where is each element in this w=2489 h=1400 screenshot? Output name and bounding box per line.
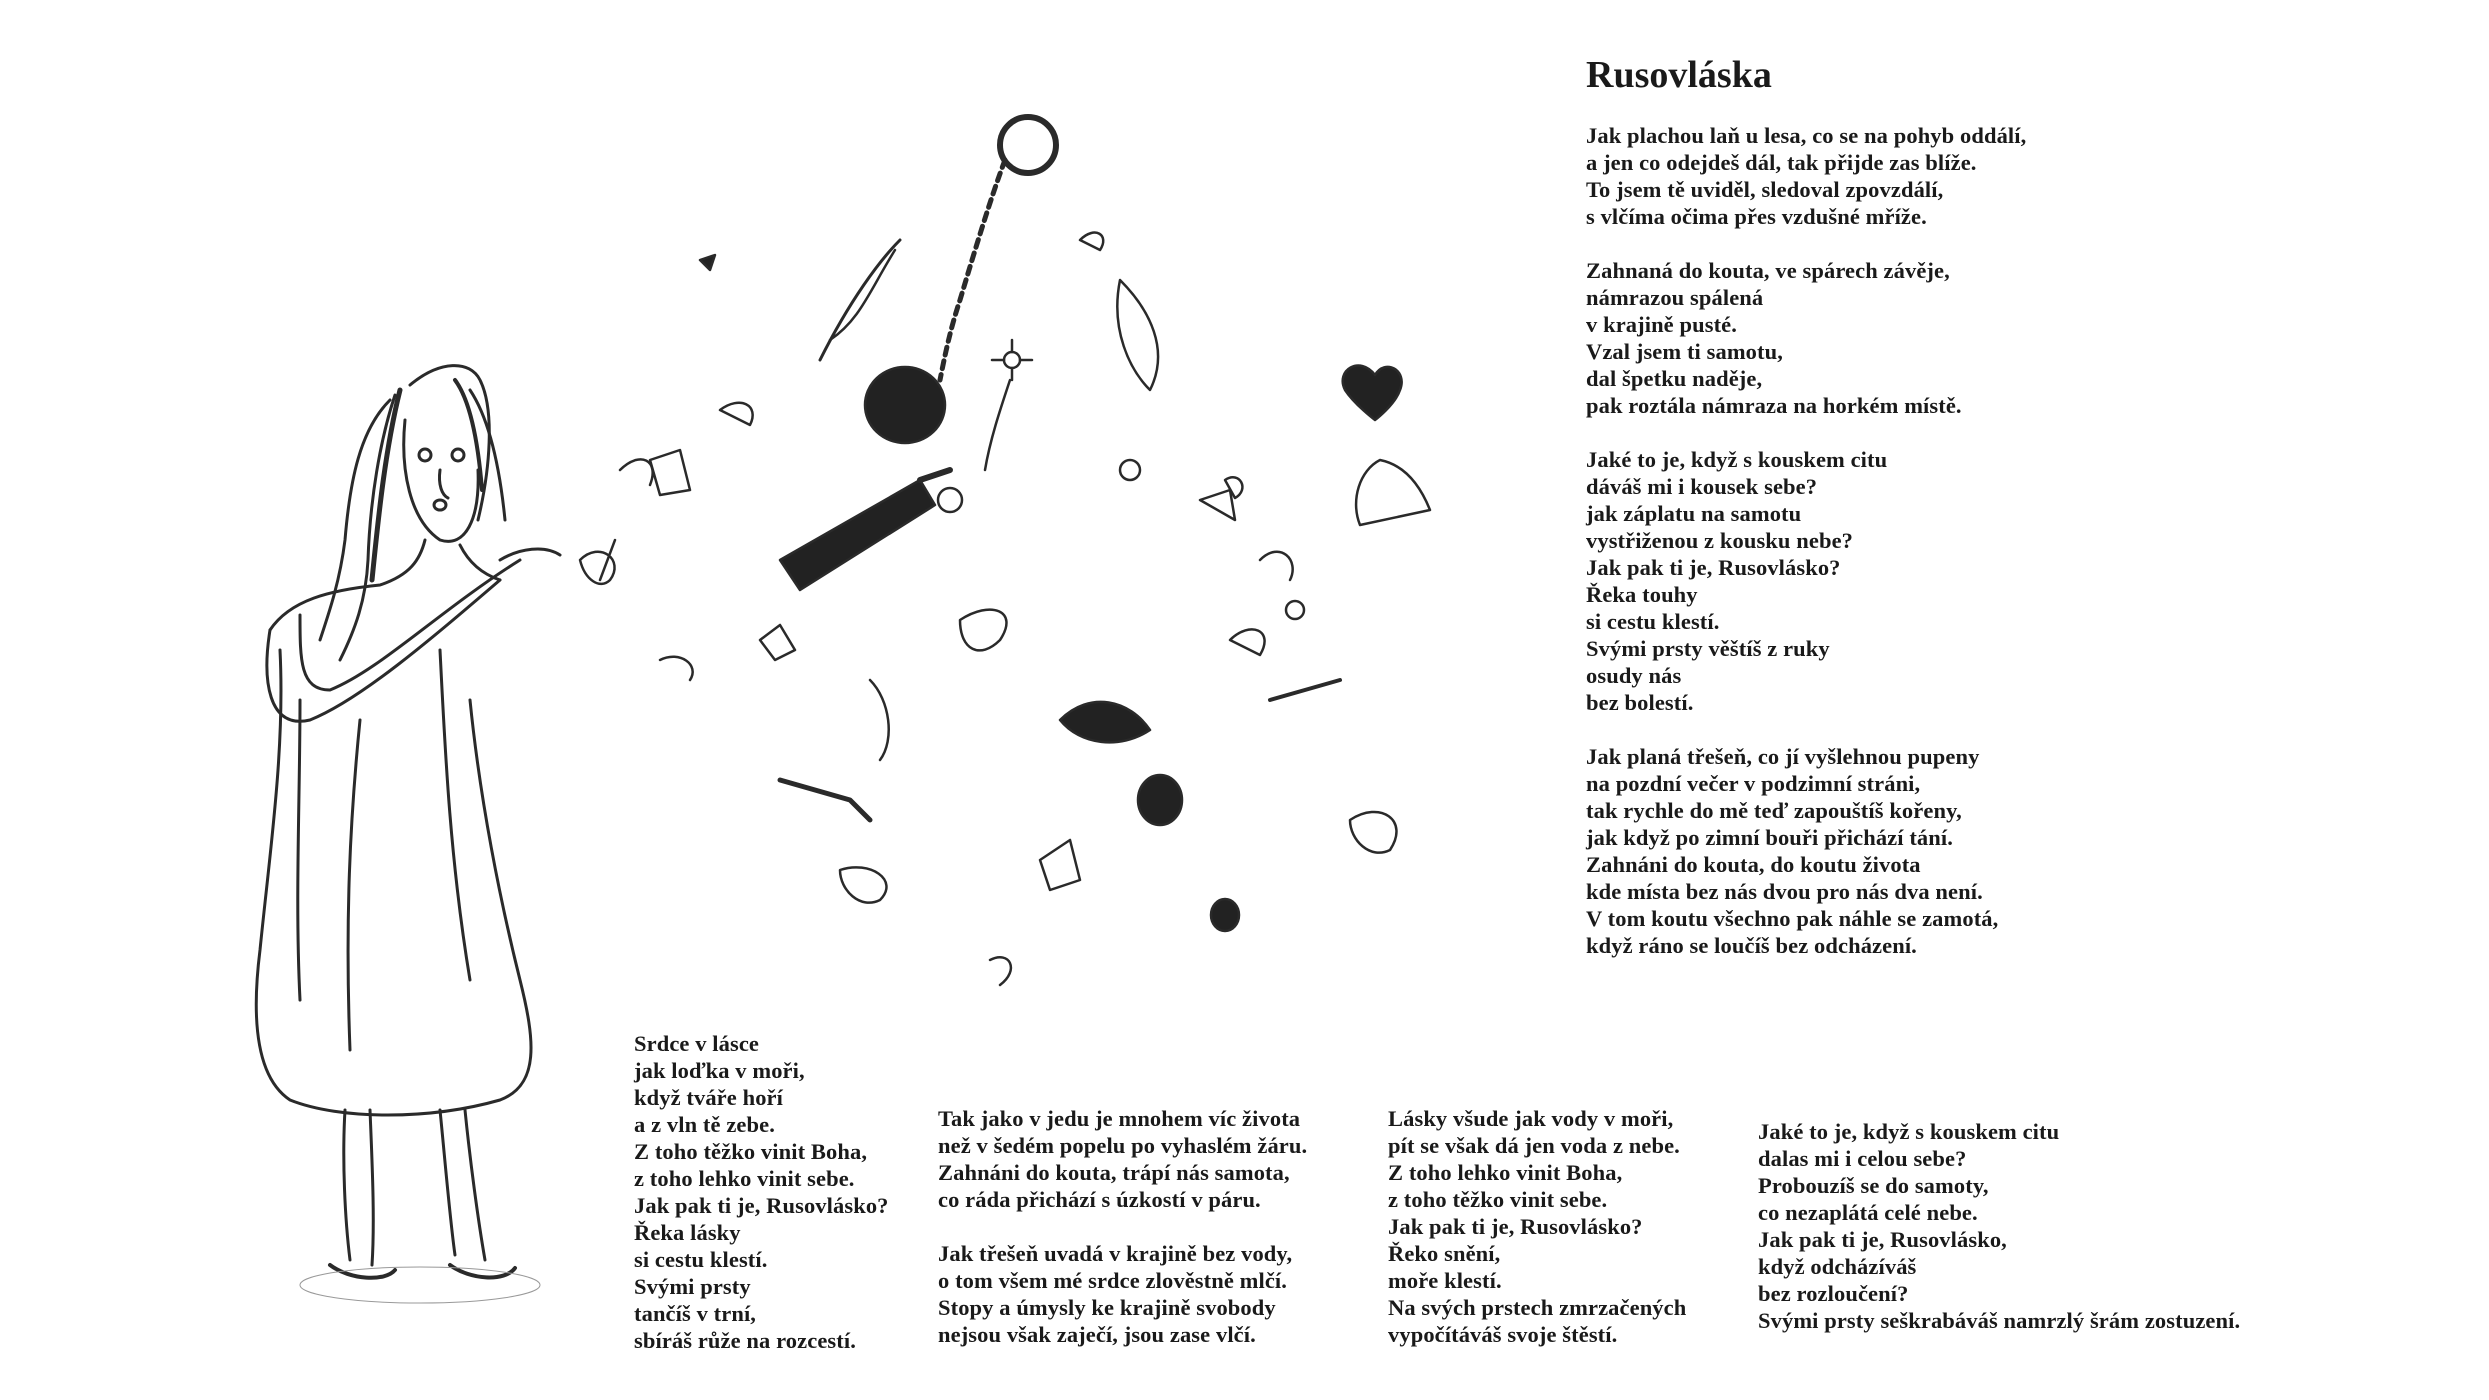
poem-line: na pozdní večer v podzimní stráni,	[1586, 771, 1921, 796]
poem-line: Jak planá třešeň, co jí vyšlehnou pupeny	[1586, 744, 1980, 769]
poem-line: jak loďka v moři,	[634, 1058, 805, 1083]
poem-line: tak rychle do mě teď zapouštíš kořeny,	[1586, 798, 1962, 823]
poem-line: kde místa bez nás dvou pro nás dva není.	[1586, 879, 1983, 904]
poem-line: Svými prsty	[634, 1274, 751, 1299]
poem-line: bez rozloučení?	[1758, 1281, 1909, 1306]
poem-line: tančíš v trní,	[634, 1301, 757, 1326]
poem-line: Srdce v lásce	[634, 1031, 760, 1056]
poem-line: Zahnaná do kouta, ve spárech závěje,	[1586, 258, 1950, 283]
poem-line: Zahnáni do kouta, do koutu života	[1586, 852, 1921, 877]
poem-line: Svými prsty věštíš z ruky	[1586, 636, 1830, 661]
poem-line: sbíráš růže na rozcestí.	[634, 1328, 856, 1353]
poem-line: z toho lehko vinit sebe.	[634, 1166, 855, 1191]
poem-line: co ráda přichází s úzkostí v páru.	[938, 1187, 1261, 1212]
poem-line: Z toho těžko vinit Boha,	[634, 1139, 868, 1164]
poem-line: dáváš mi i kousek sebe?	[1586, 474, 1818, 499]
poem-line: vypočítáváš svoje štěstí.	[1388, 1322, 1618, 1347]
poem-line: moře klestí.	[1388, 1268, 1502, 1293]
poem-line: než v šedém popelu po vyhaslém žáru.	[938, 1133, 1308, 1158]
poem-line: když odcházíváš	[1758, 1254, 1917, 1279]
poem-line: Svými prsty seškrabáváš namrzlý šrám zostuzení.	[1758, 1308, 2241, 1333]
poem-line: si cestu klestí.	[1586, 609, 1720, 634]
poem-line: pak roztála námraza na horkém místě.	[1586, 393, 1962, 418]
poem-line: v krajině pusté.	[1586, 312, 1737, 337]
poem-line: si cestu klestí.	[634, 1247, 768, 1272]
poem-column-1	[634, 1030, 889, 1354]
poem-column-3	[1388, 1105, 1686, 1348]
poem-line: Jaké to je, když s kouskem citu	[1758, 1119, 2060, 1144]
poem-line: co nezaplátá celé nebe.	[1758, 1200, 1978, 1225]
poem-line: a z vln tě zebe.	[634, 1112, 775, 1137]
poem-line: Zahnáni do kouta, trápí nás samota,	[938, 1160, 1290, 1185]
poem-line: Probouzíš se do samoty,	[1758, 1173, 1989, 1198]
stanza-gap	[1586, 230, 2026, 257]
poem-line: když ráno se loučíš bez odcházení.	[1586, 933, 1917, 958]
poem-line: nejsou však zaječí, jsou zase vlčí.	[938, 1322, 1256, 1347]
poem-line: jak záplatu na samotu	[1586, 501, 1802, 526]
poem-line: když tváře hoří	[634, 1085, 783, 1110]
poem-line: z toho těžko vinit sebe.	[1388, 1187, 1608, 1212]
poem-line: osudy nás	[1586, 663, 1682, 688]
floating-objects	[580, 117, 1430, 985]
poem-line: pít se však dá jen voda z nebe.	[1388, 1133, 1680, 1158]
poem-line: Jaké to je, když s kouskem citu	[1586, 447, 1888, 472]
poem-line: Na svých prstech zmrzačených	[1388, 1295, 1687, 1320]
poem-line: Vzal jsem ti samotu,	[1586, 339, 1783, 364]
poem-line: To jsem tě uviděl, sledoval zpovzdálí,	[1586, 177, 1944, 202]
stanza-gap	[938, 1213, 1307, 1240]
main-poem	[1586, 122, 2026, 959]
poem-line: Jak třešeň uvadá v krajině bez vody,	[938, 1241, 1293, 1266]
stanza-gap	[1586, 419, 2026, 446]
poem-line: Tak jako v jedu je mnohem víc života	[938, 1106, 1301, 1131]
poem-line: námrazou spálená	[1586, 285, 1764, 310]
poem-line: Řeka lásky	[634, 1220, 741, 1245]
poem-column-4	[1758, 1118, 2240, 1334]
poem-title: Rusovláska	[1586, 54, 1772, 97]
poem-line: Z toho lehko vinit Boha,	[1388, 1160, 1623, 1185]
girl-figure	[256, 366, 560, 1303]
poem-line: vystřiženou z kousku nebe?	[1586, 528, 1854, 553]
poem-line: Jak pak ti je, Rusovlásko?	[1388, 1214, 1643, 1239]
poem-line: Jak pak ti je, Rusovlásko,	[1758, 1227, 2007, 1252]
poem-line: a jen co odejdeš dál, tak přijde zas blíže.	[1586, 150, 1977, 175]
poem-line: Řeko snění,	[1388, 1241, 1501, 1266]
poem-line: Jak pak ti je, Rusovlásko?	[634, 1193, 889, 1218]
poem-line: o tom všem mé srdce zlověstně mlčí.	[938, 1268, 1288, 1293]
poem-line: jak když po zimní bouři přichází tání.	[1586, 825, 1953, 850]
poem-column-2	[938, 1105, 1307, 1348]
poem-line: Stopy a úmysly ke krajině svobody	[938, 1295, 1276, 1320]
poem-line: Jak pak ti je, Rusovlásko?	[1586, 555, 1841, 580]
poem-line: V tom koutu všechno pak náhle se zamotá,	[1586, 906, 1999, 931]
poem-line: bez bolestí.	[1586, 690, 1694, 715]
poem-line: dal špetku naděje,	[1586, 366, 1763, 391]
stanza-gap	[1586, 716, 2026, 743]
poem-line: Lásky všude jak vody v moři,	[1388, 1106, 1674, 1131]
poem-line: dalas mi i celou sebe?	[1758, 1146, 1967, 1171]
poem-line: Řeka touhy	[1586, 582, 1698, 607]
poem-line: s vlčíma očima přes vzdušné mříže.	[1586, 204, 1927, 229]
poem-line: Jak plachou laň u lesa, co se na pohyb oddálí,	[1586, 123, 2027, 148]
